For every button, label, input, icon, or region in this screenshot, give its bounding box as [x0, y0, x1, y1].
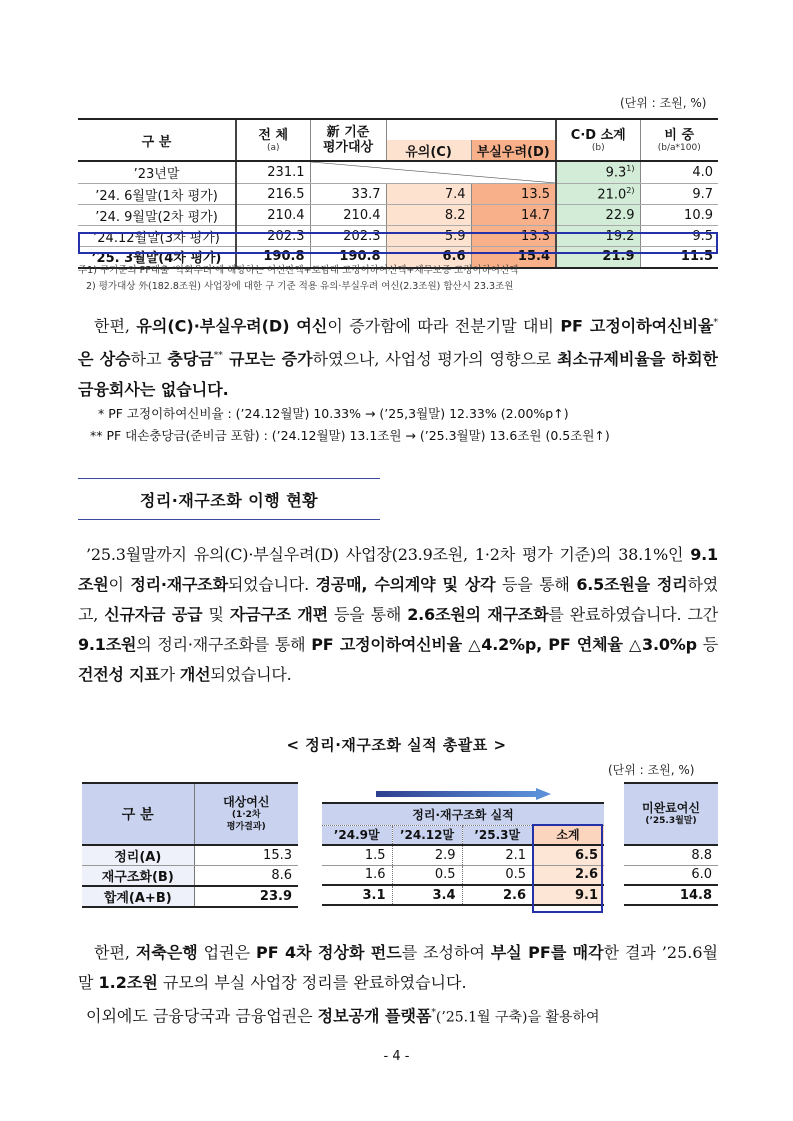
section-title: 정리·재구조화 이행 현황 — [78, 478, 380, 520]
table-row: ’24.12월말(3차 평가) 202.3 202.3 5.9 13.3 19.2 9.5 — [78, 226, 718, 247]
col-header-target: 대상여신 (1·2차 평가결과) — [194, 783, 298, 845]
paragraph-2: ’25.3월말까지 유의(C)·부실우려(D) 사업장(23.9조원, 1·2차 평가 기준)의 38.1%인 9.1조원이 정리·재구조화되었습니다. 경공매, 수의계약 및 상각 등을 통해 6.5조원을 정리하였고, 신규자금 공급 및 자금구조 개편 등을 통해 2.6조원의 재구조화를 완료하였습니다. 그간 9.1조원의 정리·재구조화를 통해 PF 고정이하여신비율 △4.2%p, PF 연체율 △3.0%p 등 건전성 지표가 개선되었습니다. — [78, 545, 719, 684]
col-header-remaining: 미완료여신 (’25.3월말) — [624, 783, 718, 845]
col-header-performance: 정리·재구조화 실적 — [322, 803, 604, 825]
col-header-category: 구 분 — [82, 783, 194, 845]
footnote-npl-ratio: * PF 고정이하여신비율 : (’24.12월말) 10.33% → (’25,3월말) 12.33% (2.00%p↑) — [98, 406, 569, 421]
paragraph-1: 한편, 유의(C)·부실우려(D) 여신이 증가함에 따라 전분기말 대비 PF 고정이하여신비율*은 상승하고 충당금** 규모는 증가하였으나, 사업성 평가의 영향으로 최소규제비율을 하회한 금융회사는 없습니다. — [78, 316, 719, 399]
table-row: 8.8 — [624, 845, 718, 865]
col-header-cd-sum: C·D 소계 (b) — [556, 119, 640, 161]
col-header-new-standard: 新 기준 평가대상 — [310, 119, 386, 161]
table-row: 1.5 2.9 2.1 6.5 — [322, 845, 604, 865]
table1-unit: (단위 : 조원, %) — [620, 96, 707, 110]
table2-left — [82, 782, 298, 908]
table2-unit: (단위 : 조원, %) — [608, 763, 695, 777]
col-header-caution: 유의(C) — [386, 140, 471, 161]
arrow-right-icon — [376, 788, 551, 800]
col-header-category: 구 분 — [78, 119, 236, 161]
diagonal-empty-cell — [310, 161, 556, 184]
col-header-ratio: 비 중 (b/a*100) — [640, 119, 718, 161]
table1-note-1: 주1) 구기준의 PF대출 ‘악화우려’에 해당하는 여신잔액+토담대 고정이하여신액+채무보증 고정이하여신액 — [78, 265, 519, 276]
footnote-provision: ** PF 대손충당금(준비금 포함) : (’24.12월말) 13.1조원 → (’25.3월말) 13.6조원 (0.5조원↑) — [90, 428, 610, 443]
table2-right — [624, 782, 718, 906]
table-row-highlighted: ’25. 3월말(4차 평가) 190.8 190.8 6.6 15.4 21.9 11.5 — [78, 247, 718, 268]
paragraph-3: 한편, 저축은행 업권은 PF 4차 정상화 펀드를 조성하여 부실 PF를 매각한 결과 ’25.6월말 1.2조원 규모의 부실 사업장 정리를 완료하였습니다. — [78, 943, 718, 992]
table-row: ’24. 6월말(1차 평가) 216.5 33.7 7.4 13.5 21.0$^{2)}$ 9.7 — [78, 184, 718, 205]
table-row: 재구조화(B) 8.6 — [82, 866, 298, 887]
table-row: ’24. 9월말(2차 평가) 210.4 210.4 8.2 14.7 22.9 10.9 — [78, 205, 718, 226]
table2-title: < 정리·재구조화 실적 총괄표 > — [286, 736, 507, 754]
page-number: - 4 - — [383, 1049, 410, 1064]
table-row: 1.6 0.5 0.5 2.6 — [322, 865, 604, 885]
table-row-total: 3.1 3.4 2.6 9.1 — [322, 885, 604, 905]
table-row: 정리(A) 15.3 — [82, 845, 298, 866]
table2-middle: 정리·재구조화 실적 ’24.9말 ’24.12말 ’25.3말 소계 1.5 2.9 2.1 6.5 1.6 0.5 0.5 2.6 3.1 3.4 2.6 9.1 — [322, 802, 604, 906]
loan-classification-table — [78, 118, 718, 269]
table-row: ’23년말 231.1 9.3$^{1)}$ 4.0 — [78, 161, 718, 184]
col-header-total: 전 체 (a) — [236, 119, 310, 161]
table1-note-2: 2) 평가대상 外(182.8조원) 사업장에 대한 구 기준 적용 유의·부실우려 여신(2.3조원) 합산시 23.3조원 — [86, 281, 514, 292]
table-row-total: 합계(A+B) 23.9 — [82, 886, 298, 907]
table-row: 6.0 — [624, 865, 718, 885]
table-row-total: 14.8 — [624, 885, 718, 905]
paragraph-4: 이외에도 금융당국과 금융업권은 정보공개 플랫폼*(’25.1월 구축)을 활용하여 — [86, 1006, 600, 1026]
col-header-risk: 부실우려(D) — [471, 140, 556, 161]
